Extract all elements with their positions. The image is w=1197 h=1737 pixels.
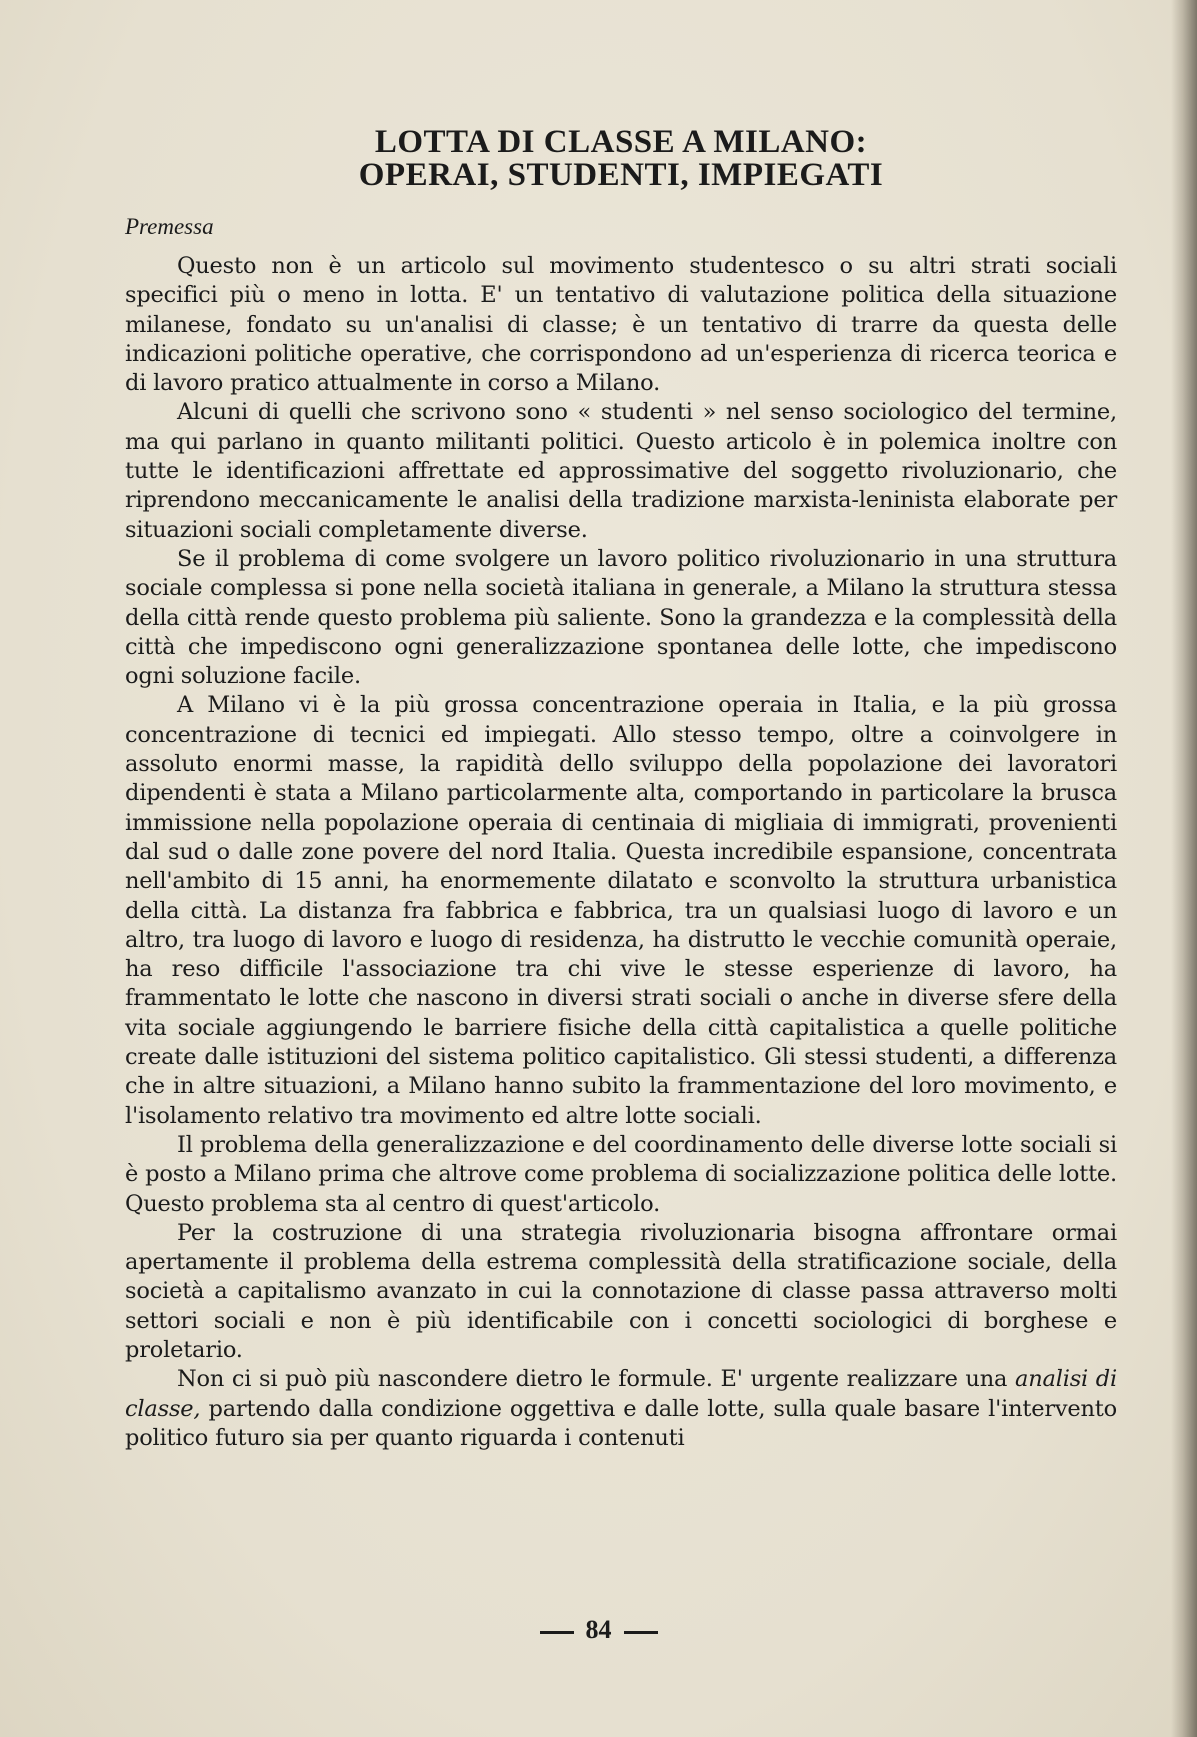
italic-emphasis: analisi di classe, (125, 1366, 1117, 1422)
paragraph: A Milano vi è la più grossa concentrazione operaia in Italia, e la più grossa concentrazione di tecnici ed impiegati. Allo stesso tempo, oltre a coinvolgere in assoluto enormi masse, la rapidità dello sviluppo della popolazione dei lavoratori dipendenti è stata a Milano particolarmente alta, comportando in particolare la brusca immissione nella popolazione operaia di centinaia di migliaia di immigrati, provenienti dal sud o dalle zone povere del nord Italia. Questa incredibile espansione, concentrata nell'ambito di 15 anni, ha enormemente dilatato e sconvolto la struttura urbanistica della città. La distanza fra fabbrica e fabbrica, tra un qualsiasi luogo di lavoro e un altro, tra luogo di lavoro e luogo di residenza, ha distrutto le vecchie comunità operaie, ha reso difficile l'associazione tra chi vive le stesse esperienze di lavoro, ha frammentato le lotte che nascono in diversi strati sociali o anche in diverse sfere della vita sociale aggiungendo le barriere fisiche della città capitalistica a quelle politiche create dalle istituzioni del sistema politico capitalistico. Gli stessi studenti, a differenza che in altre situazioni, a Milano hanno subito la frammentazione del loro movimento, e l'isolamento relativo tra movimento ed altre lotte sociali. (125, 692, 1117, 1129)
paragraph: Per la costruzione di una strategia rivoluzionaria bisogna affrontare ormai apertamente il problema della estrema complessità della stratificazione sociale, della società a capitalismo avanzato in cui la connotazione di classe passa attraverso molti settori sociali e non è più identificabile con i concetti sociologici di borghese e proletario. (125, 1219, 1117, 1363)
paragraph: Se il problema di come svolgere un lavoro politico rivoluzionario in una struttura sociale complessa si pone nella società italiana in generale, a Milano la struttura stessa della città rende questo problema più saliente. Sono la grandezza e la complessità della città che impediscono ogni generalizzazione spontanea delle lotte, che impediscono ogni soluzione facile. (125, 545, 1117, 690)
paragraph: Il problema della generalizzazione e del coordinamento delle diverse lotte sociali si è posto a Milano prima che altrove come problema di socializzazione politica delle lotte. Questo problema sta al centro di quest'articolo. (125, 1131, 1117, 1217)
page-number-footer (0, 1615, 1197, 1645)
dash-left (540, 1631, 574, 1634)
article-content (125, 126, 1117, 1453)
last-paragraph-text-end: partendo dalla condizione oggettiva e dalle lotte, sulla quale basare l'intervento politico futuro sia per quanto riguarda i contenuti (125, 1395, 1117, 1451)
title-line-2: OPERAI, STUDENTI, IMPIEGATI (358, 157, 884, 193)
page-number: 84 (585, 1615, 612, 1644)
paragraph: Alcuni di quelli che scrivono sono « studenti » nel senso sociologico del termine, ma qui parlano in quanto militanti politici. Questo articolo è in polemica inoltre con tutte le identificazioni affrettate ed approssimative del soggetto rivoluzionario, che riprendono meccanicamente le analisi della tradizione marxista-leninista elaborate per situazioni sociali completamente diverse. (125, 399, 1117, 543)
article-title (125, 126, 1117, 192)
page-edge-shadow (1171, 0, 1197, 1737)
dash-right (624, 1631, 658, 1634)
section-heading: Premessa (125, 214, 214, 239)
last-paragraph-text-start: Non ci si può più nascondere dietro le formule. E' urgente realizzare una (177, 1366, 1015, 1393)
paragraph-last (125, 1365, 1117, 1453)
paragraph: Questo non è un articolo sul movimento studentesco o su altri strati sociali specifici più o meno in lotta. E' un tentativo di valutazione politica della situazione milanese, fondato su un'analisi di classe; è un tentativo di trarre da questa delle indicazioni politiche operative, che corrispondono ad un'esperienza di ricerca teorica e di lavoro pratico attualmente in corso a Milano. (125, 253, 1117, 397)
title-line-1: LOTTA DI CLASSE A MILANO: (374, 124, 868, 160)
article-body (125, 252, 1117, 1453)
